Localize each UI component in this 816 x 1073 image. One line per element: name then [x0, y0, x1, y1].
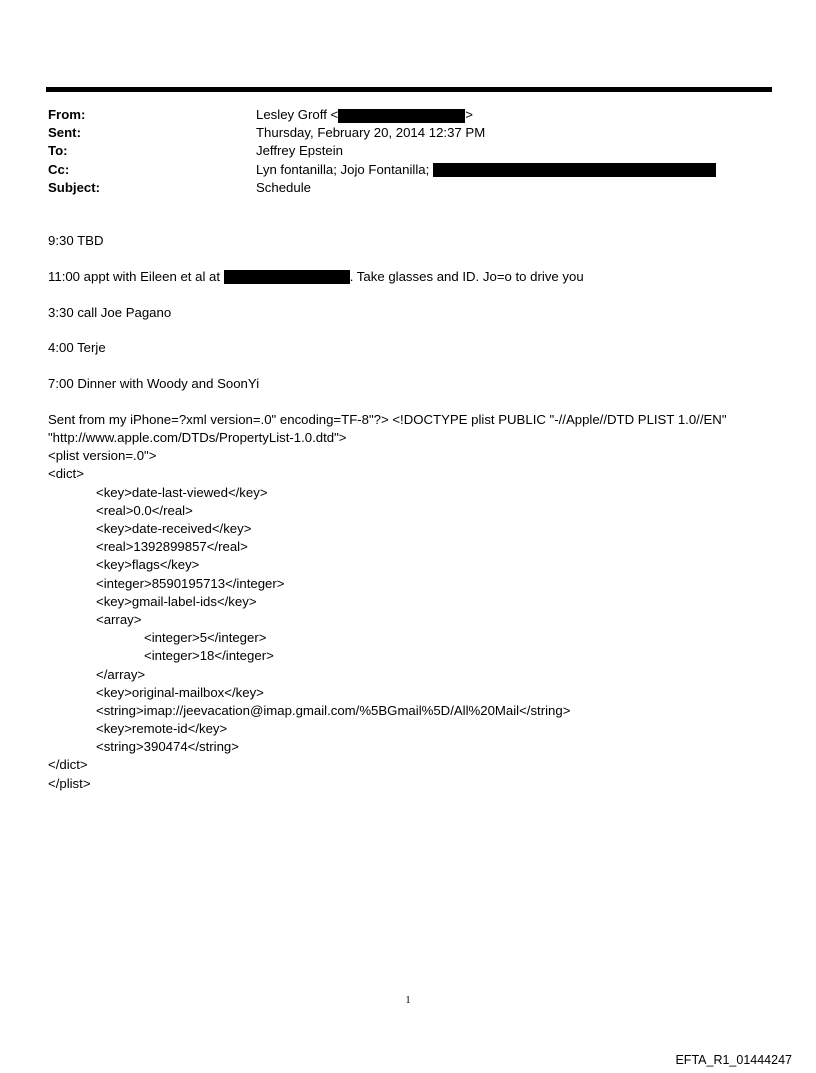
subject-label: Subject:	[48, 179, 101, 195]
redaction-block	[338, 109, 465, 123]
schedule-line: 3:30 call Joe Pagano	[48, 304, 172, 320]
cc-label: Cc:	[48, 161, 70, 177]
subject-value: Schedule	[256, 179, 311, 195]
schedule-line: 4:00 Terje	[48, 340, 106, 356]
plist-line: <string>390474</string>	[96, 739, 239, 755]
signature-line: Sent from my iPhone=?xml version=.0" encoding=TF-8"?> <!DOCTYPE plist PUBLIC "-//Apple//DTD PLIST 1.0//EN"	[48, 411, 727, 427]
sent-label: Sent:	[48, 125, 81, 141]
document-id: EFTA_R1_01444247	[675, 1053, 792, 1067]
plist-line: <key>flags</key>	[96, 557, 200, 573]
cc-value: Lyn fontanilla; Jojo Fontanilla;	[256, 161, 716, 179]
sent-value: Thursday, February 20, 2014 12:37 PM	[256, 125, 486, 141]
to-value: Jeffrey Epstein	[256, 143, 343, 159]
plist-line: <integer>18</integer>	[144, 648, 274, 664]
schedule-line: 11:00 appt with Eileen et al at . Take glasses and ID. Jo=o to drive you	[48, 268, 584, 284]
plist-line: <dict>	[48, 466, 84, 482]
from-row	[48, 106, 748, 124]
plist-line: </array>	[96, 666, 146, 682]
plist-line: <key>gmail-label-ids</key>	[96, 593, 257, 609]
plist-line: <integer>5</integer>	[144, 630, 267, 646]
plist-line: </plist>	[48, 775, 91, 791]
plist-line: </dict>	[48, 757, 88, 773]
redaction-block	[433, 163, 716, 177]
plist-line: <real>0.0</real>	[96, 502, 193, 518]
cc-row	[48, 161, 748, 179]
sent-row	[48, 124, 748, 142]
header-rule	[46, 87, 772, 92]
plist-line: <key>date-last-viewed</key>	[96, 484, 268, 500]
plist-line: <array>	[96, 611, 142, 627]
page-number: 1	[405, 994, 411, 1006]
plist-line: <key>remote-id</key>	[96, 721, 228, 737]
plist-line: <string>imap://jeevacation@imap.gmail.com/%5BGmail%5D/All%20Mail</string>	[96, 702, 571, 718]
email-body	[48, 232, 768, 793]
plist-line: <integer>8590195713</integer>	[96, 575, 285, 591]
subject-row	[48, 179, 748, 197]
from-label: From:	[48, 107, 86, 122]
email-header	[48, 106, 748, 197]
schedule-line: 7:00 Dinner with Woody and SoonYi	[48, 376, 260, 392]
to-row	[48, 142, 748, 160]
redaction-block	[224, 270, 350, 284]
plist-line: <key>date-received</key>	[96, 521, 252, 537]
plist-line: <plist version=.0">	[48, 448, 157, 464]
plist-line: <key>original-mailbox</key>	[96, 684, 264, 700]
plist-line: "http://www.apple.com/DTDs/PropertyList-1.0.dtd">	[48, 430, 347, 446]
from-value: Lesley Groff < >	[256, 107, 473, 122]
plist-line: <real>1392899857</real>	[96, 539, 248, 555]
to-label: To:	[48, 143, 68, 159]
schedule-line: 9:30 TBD	[48, 233, 104, 248]
